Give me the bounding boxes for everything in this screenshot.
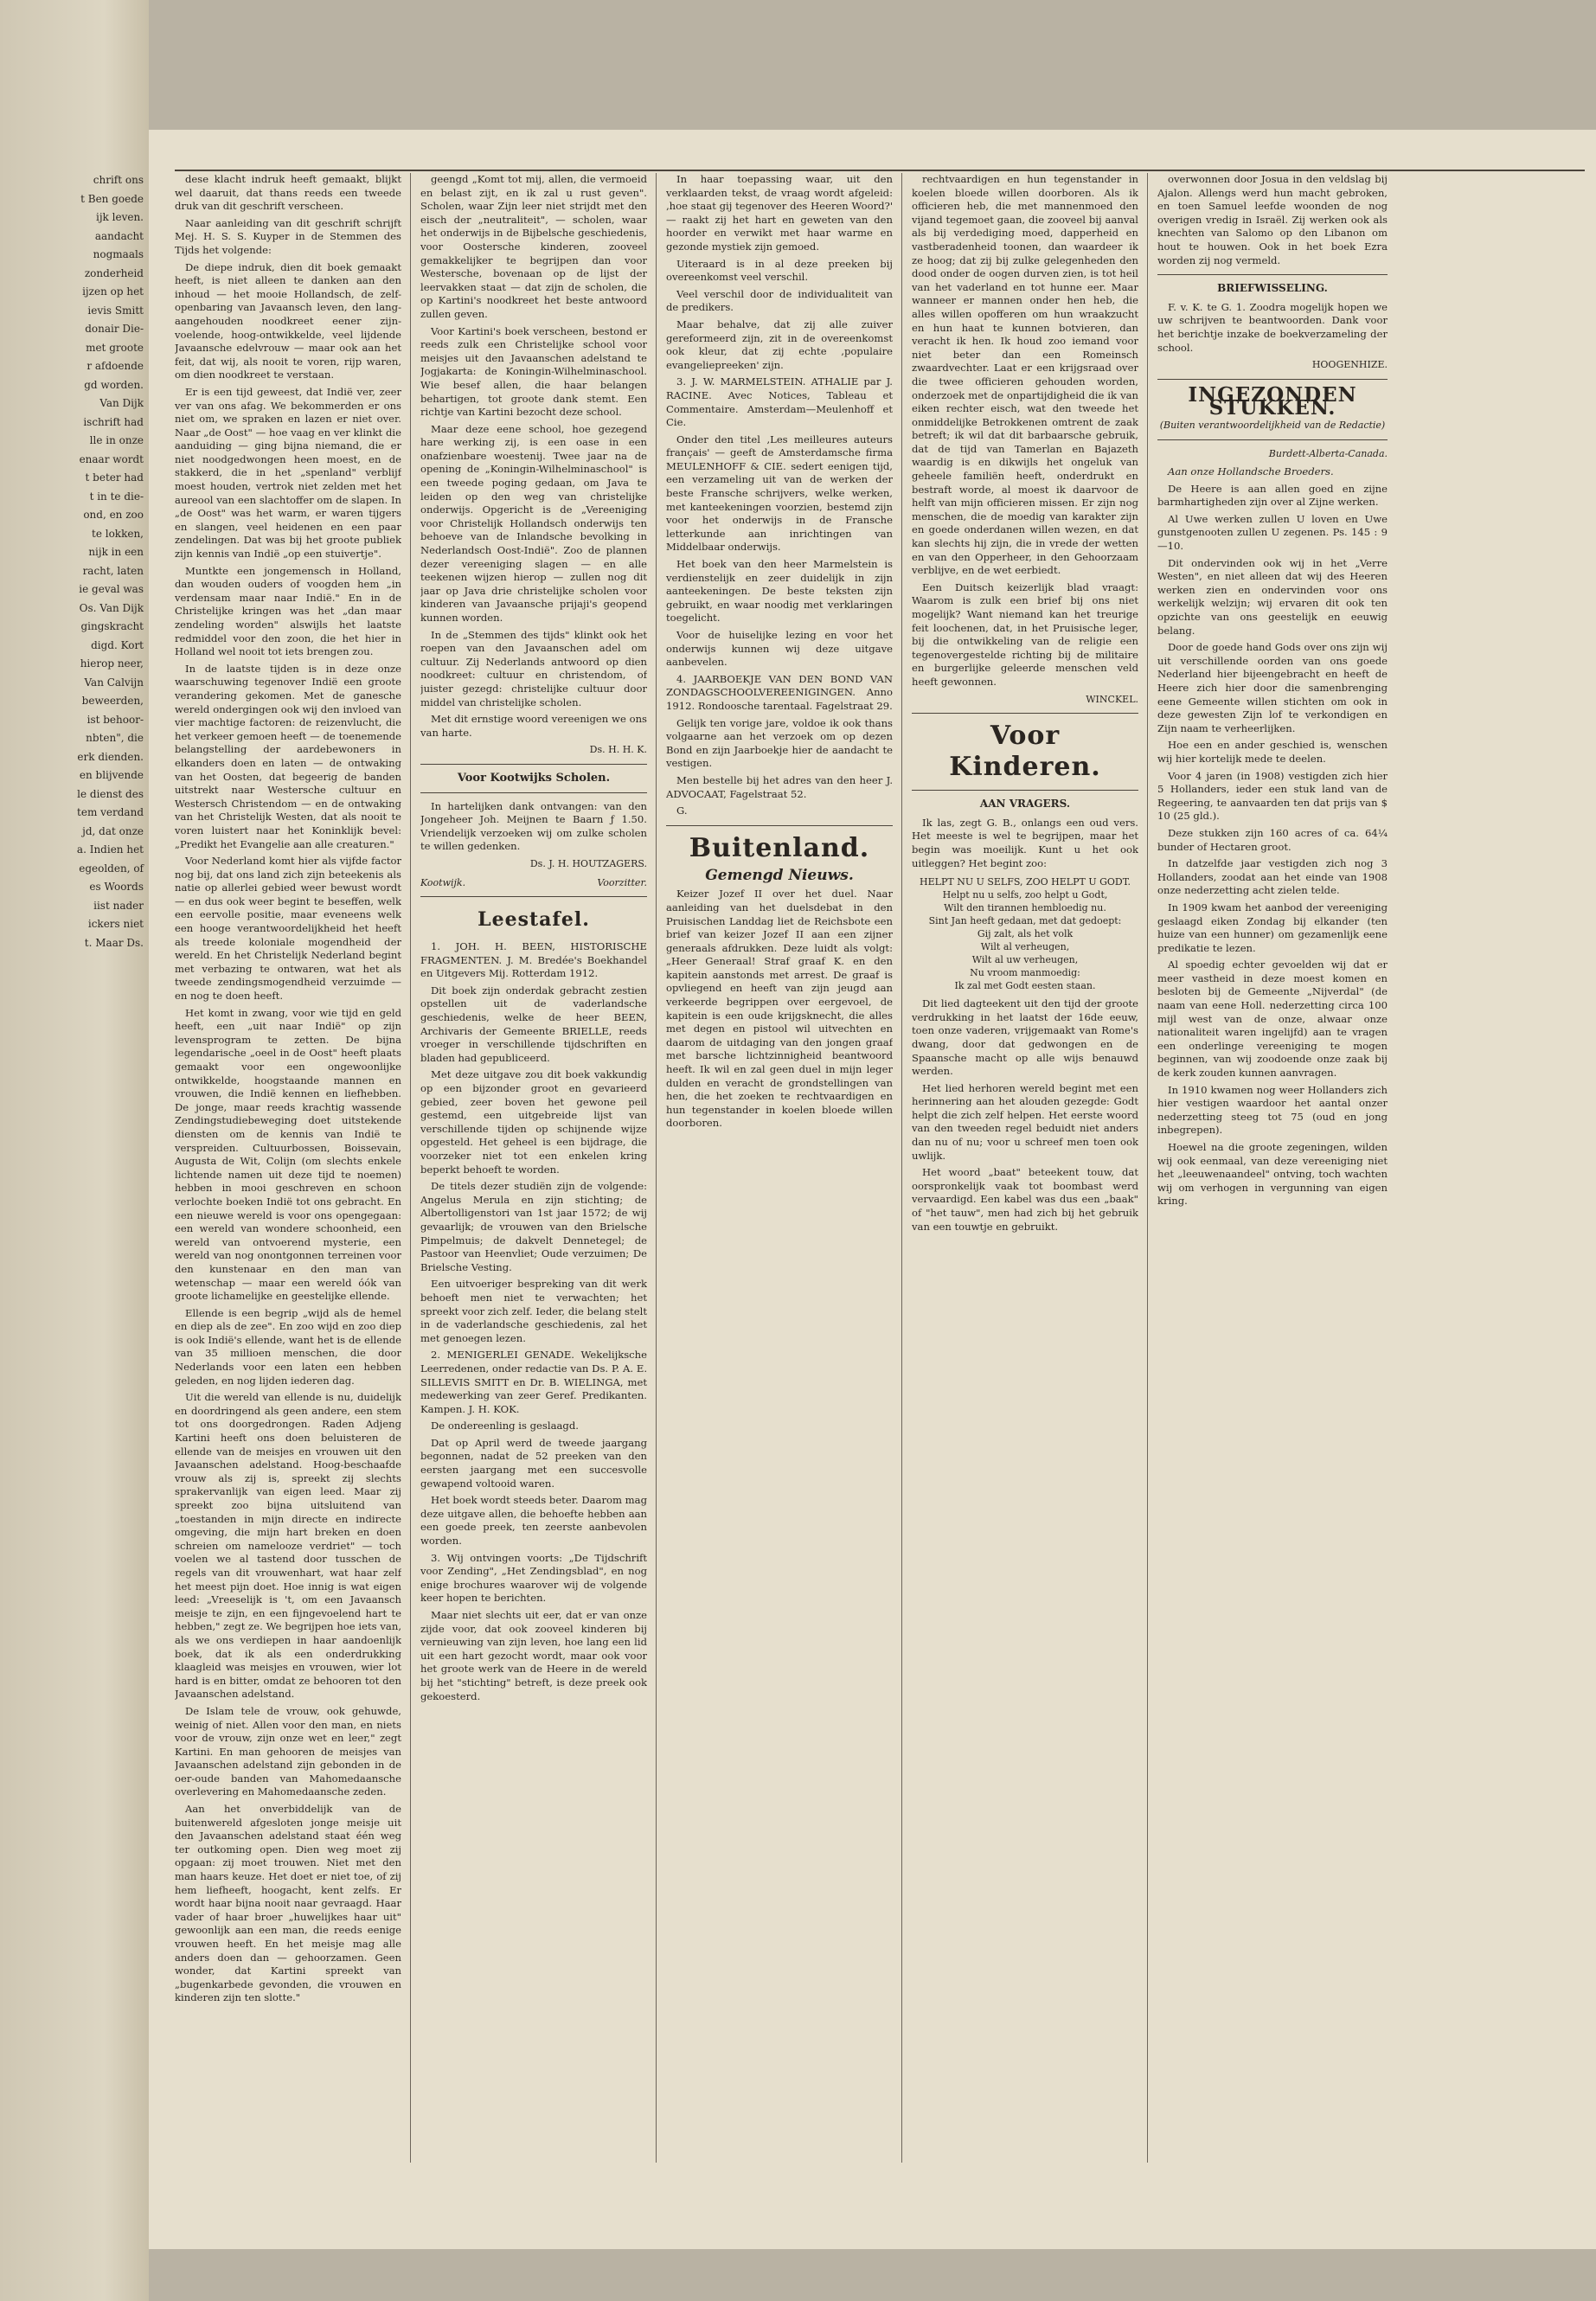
nieuws-paragraph: Een Duitsch keizerlijk blad vraagt: Waarom is zulk een brief bij ons niet mogelijk? Want niemand kan het treurige feit loochenen, dat, in het Pruisische leger, bij die ontwikkeling van de religie een tegenovergestelde richting bij de militaire en burgerlijke geleerde menschen veld heeft gewonnen. — [912, 580, 1138, 688]
letter-paragraph: In 1909 kwam het aanbod der vereeniging geslaagd eiken Zondag bij elkander (ten huize van een hunner) om gezamenlijk eene predikatie te lezen. — [1157, 901, 1388, 954]
previous-page-fragment: gingskracht — [80, 620, 144, 632]
article-paragraph: Uit die wereld van ellende is nu, duidelijk en doordringend als geen andere, een stem tot ons doorgedrongen. Raden Adjeng Kartini heeft ons doen beluisteren de ellende van de meisjes en vrouwen uit den Javaanschen adelstand. Hoog-beschaafde vrouw als zij is, spreekt zij slechts sprakervanlijk van eigen leed. Maar zij spreekt zoo bijna uitsluitend van „toestanden in mijn directe en indirecte omgeving, die mijn hart breken en doen schreien om namelooze verdriet" — toch voelen we al tastend door tusschen de regels van dit vrouwenhart, wat haar zelf het meest pijn doet. Hoe innig is wat eigen leed: „Vreeselijk is 't, om een Javaansch meisje te zijn, en een fijngevoelend hart te hebben," zegt ze. We begrijpen hoe iets van, als we ons verdiepen in haar aandoenlijk boek, dat ik als een onderdrukking klaagleid was meisjes en vrouwen, wier lot hard is en bitter, omdat ze behooren tot den Javaanschen adelstand. — [175, 1391, 401, 1701]
review-paragraph: Uiteraard is in al deze preeken bij overeenkomst veel verschil. — [666, 257, 893, 284]
article-paragraph: Voor Nederland komt hier als vijfde factor nog bij, dat ons land zich zijn beteekenis als natie op allerlei gebied weer bewust wordt — en dus ook weer begint te beseffen, welk een eervolle positie, maar eveneens welk een hooge verantwoordelijkheid het heeft als treede koloniale mogendheid der wereld. En het Christelijk Nederland begint met verbazing te ontwaren, wat het als tweede zendingsmogendheid verzuimde — en nog te doen heeft. — [175, 855, 401, 1003]
review-paragraph: Maar behalve, dat zij alle zuiver gereformeerd zijn, zit in de overeenkomst ook kleur, dat zij echte ‚populaire evangeliepreeken' zijn. — [666, 317, 893, 371]
previous-page-fragment: en blijvende — [79, 769, 144, 781]
letter-salutation: Aan onze Hollandsche Broeders. — [1168, 465, 1334, 478]
letter-paragraph: Dit ondervinden ook wij in het „Verre Westen", en niet alleen dat wij des Heeren werken zien en ondervinden voor ons werkelijk welzijn; wij ervaren dit ook ten opzichte van ons geestelijk en eeuwig belang. — [1157, 556, 1388, 637]
voor-kinderen-heading: Voor Kinderen. — [949, 721, 1101, 783]
leestafel-paragraph: De titels dezer studiën zijn de volgende: Angelus Merula en zijn stichting; de Albertolligenstori van 1st jaar 1572; de wij gevaarlijk; de vrouwen van den Brielsche Pimpelmuis; de dakvelt Dennetegel; de Pastoor van Heenvliet; Oude verzuimen; De Brielsche Vesting. — [420, 1180, 647, 1273]
column-2 — [420, 173, 647, 2163]
col1-intro2: Naar aanleiding van dit geschrift schrijft Mej. H. S. S. Kuyper in de Stemmen des Tijds het volgende: — [175, 216, 401, 256]
previous-page-fragment: ie geval was — [79, 583, 144, 595]
letter-paragraph: Deze stukken zijn 160 acres of ca. 64¼ bunder of Hectaren groot. — [1157, 826, 1388, 853]
aan-vragers-heading: AAN VRAGERS. — [979, 798, 1071, 811]
previous-page-strip — [0, 0, 149, 2301]
letter-paragraph: Al spoedig echter gevoelden wij dat er meer vastheid in deze moest komen en besloten bij de Gemeente „Nijverdal" (de naam van eene Holl. nederzetting circa 100 mijl west van de onze, alwaar onze nationaliteit waren ingelijfd) aan te vragen een onderlinge vereeniging te mogen beginnen, van wij zoodoende onze zaak bij de kerk zouden kunnen aanvragen. — [1157, 958, 1388, 1080]
previous-page-fragment: t Ben goede — [80, 192, 144, 205]
nieuws-paragraph: rechtvaardigen en hun tegenstander in koelen bloede willen doorboren. Als ik officieren heb, die met mannenmoed den vijand tegemoet gaan, die zooveel bij aanval als bij verdediging moed, dapperheid en vastberadenheid toonen, dan waardeer ik ze hoog; dat zij bij zulke gelegenheden den dood onder de oogen durven zien, is tot heil van het vaderland en tot hunne eer. Maar wanneer er mannen onder hen heb, die alles willen opofferen om hun wraakzucht en hun haat te kunnen botvieren, dan veracht ik hen. Ik houd zoo iemand voor niet beter dan een Romeinsch zwaardvechter. Laat er een krijgsraad over die twee officieren gehouden worden, onderzoek met de onpartijdigheid die ik van eiken rechter eisch, wat den tweede het onmiddelijke Betrokkenen omtrent de zaak betreft; ik wil dat dit barbaarsche gebruik, dat de tijd van Tamerlan en Bajazeth waardig is en dikwijls het ongeluk van geheele familiën heeft, onderdrukt en bestraft worde, al moest ik daarvoor de helft van mijn officieren missen. Er zijn nog menschen, die de moedig van karakter zijn en goede onderdanen willen wezen, en dat kan slechts hij zijn, die in vrede der wetten en van den Opperheer, in den Gehoorzaam verblijve, en de wet eerbiedt. — [912, 173, 1138, 577]
previous-page-fragment: Os. Van Dijk — [79, 601, 144, 614]
review-paragraph: Men bestelle bij het adres van den heer J. ADVOCAAT, Fagelstraat 52. — [666, 773, 893, 800]
article-paragraph: Het komt in zwang, voor wie tijd en geld heeft, een „uit naar Indië" op zijn levensprogram te zetten. De bijna legendarische „oeel in de Oost" heeft plaats gemaakt voor een ongewoonlijke ontwikkelde, hoogstaande mannen en vrouwen, die Indië kennen en liefhebben. De jonge, maar reeds krachtig wassende Zendingstudiebeweging doet uitstekende diensten om de kennis van Indië te verspreiden. Cultuurbossen, Boissevain, Augusta de Wit, Colijn (om slechts enkele lichtende namen uit deze tijd te noemen) hebben in mooi geschreven en schoon verlochte boeken Indië tot ons gebracht. En een nieuwe wereld is voor ons opengegaan: een wereld van wondere schoonheid, een wereld van ontvoerend mysterie, een wereld van nog onontgonnen terreinen voor den kunstenaar en den man van wetenschap — maar een wereld óók van groote lichamelijke en geestelijke ellende. — [175, 1006, 401, 1303]
letter-paragraph: De Heere is aan allen goed en zijne barmhartigheden zijn over al Zijne werken. — [1157, 482, 1388, 509]
separator — [420, 764, 647, 765]
col1-intro: dese klacht indruk heeft gemaakt, blijkt wel daaruit, dat thans reeds een tweede druk van dit geschrift verscheen. — [175, 173, 401, 213]
article-paragraph: In de „Stemmen des tijds" klinkt ook het roepen van den Javaanschen adel om cultuur. Zij Nederlands antwoord op dien noodkreet: cultuur en christendom, of juister gezegd: christelijke cultuur door middel van christelijke scholen. — [420, 628, 647, 708]
column-divider-2 — [656, 173, 657, 2163]
article-paragraph: De Islam tele de vrouw, ook gehuwde, weinig of niet. Allen voor den man, en niets voor de vrouw, zijn onze wet en leer," zegt Kartini. En man gehooren de meisjes van Javaanschen adelstand zijn gebonden in de oer-oude banden van Mahomedaansche overlevering en Mahomedaansche zeden. — [175, 1704, 401, 1798]
previous-page-fragment: a. Indien het — [76, 843, 144, 856]
vragers-text: Ik las, zegt G. B., onlangs een oud vers. Het meeste is wel te begrijpen, maar het begin was moeilijk. Kunt u het ook uitleggen? Het begint zoo: — [912, 816, 1138, 869]
previous-page-fragment: ijzen op het — [82, 285, 144, 298]
separator — [420, 896, 647, 897]
column-divider-4 — [1147, 173, 1148, 2163]
review-paragraph: In haar toepassing waar, uit den verklaarden tekst, de vraag wordt afgeleid: ‚hoe staat gij tegenover des Heeren Woord?' — raakt zij het hart en geweten van den hoorder en verwikt met haar warme en gezonde mystiek zijn gemoed. — [666, 173, 893, 253]
column-divider-1 — [410, 173, 411, 2163]
previous-page-fragment: lle in onze — [89, 434, 144, 446]
previous-page-fragment: tem verdand — [77, 806, 144, 818]
review-paragraph: Voor de huiselijke lezing en voor het onderwijs kunnen wij deze uitgave aanbevelen. — [666, 629, 893, 669]
kinderen-paragraph: Het woord „baat" beteekent touw, dat oorspronkelijk vaak tot boombast werd vervaardigd. Een kabel was dus een „baak" of "het tauw", men had zich bij het gebruik van een touwtje en gebruikt. — [912, 1166, 1138, 1233]
column-divider-3 — [901, 173, 902, 2163]
separator — [1157, 274, 1388, 275]
previous-page-fragment: egeolden, of — [79, 862, 144, 875]
previous-page-fragment: ijk leven. — [95, 211, 144, 223]
review-paragraph: Gelijk ten vorige jare, voldoe ik ook thans volgaarne aan het verzoek om op dezen Bond en zijn Jaarboekje hier de aandacht te vestigen. — [666, 716, 893, 770]
letter-paragraph: In datzelfde jaar vestigden zich nog 3 Hollanders, zoodat aan het einde van 1908 onze nederzetting acht zielen telde. — [1157, 857, 1388, 897]
previous-page-fragment: racht, laten — [82, 564, 144, 577]
review-paragraph: Het boek van den heer Marmelstein is verdienstelijk en zeer duidelijk in zijn aanteekeningen. De beste teksten zijn gebruikt, en waar noodig met verklaringen toegelicht. — [666, 558, 893, 625]
leestafel-paragraph: Dat op April werd de tweede jaargang begonnen, nadat de 52 preeken van den eersten jaargang met een succesvolle gewapend voltooid waren. — [420, 1436, 647, 1490]
separator — [912, 790, 1138, 791]
review-paragraph: G. — [676, 804, 688, 817]
article-paragraph: Ellende is een begrip „wijd als de hemel en diep als de zee". En zoo wijd en zoo diep is ook Indië's ellende, want het is de ellende van 35 millioen menschen, die door Nederlands voor een laten een hebben geleden, en nog lijden iederen dag. — [175, 1306, 401, 1387]
scholen-signature: Ds. J. H. HOUTZAGERS. — [529, 857, 647, 869]
ingezonden-subtitle: (Buiten verantwoordelijkheid van de Redactie) — [1159, 419, 1386, 431]
nieuws-paragraph: Keizer Jozef II over het duel. Naar aanleiding van het duelsdebat in den Pruisischen Landdag liet de Reichsbote een brief van keizer Jozef II aan een zijner generaals afdrukken. Deze luidt als volgt: „Heer Generaal! Straf graaf K. en den kapitein aanstonds met arrest. De graaf is opvliegend en heeft van zijn jeugd aan verkeerde begrippen over eergevoel, de kapitein is een oude krijgsknecht, die alles met degen en pistool wil uitvechten en daarom de uitdaging van den jongen graaf met barsche lichtzinnigheid beantwoord heeft. Ik wil en zal geen duel in mijn leger dulden en veracht de grondstellingen van hen, die het zoeken te rechtvaardigen en hun tegenstander in koelen bloede willen doorboren. — [666, 888, 893, 1130]
col2-signature: Ds. H. H. K. — [589, 744, 647, 756]
leestafel-paragraph: Het boek wordt steeds beter. Daarom mag deze uitgave allen, die behoefte hebben aan een goede preek, ten zeerste aanbevolen worden. — [420, 1494, 647, 1548]
previous-page-fragment: ond, en zoo — [83, 509, 144, 521]
previous-page-fragment: t. Maar Ds. — [84, 936, 144, 949]
article-paragraph: geengd „Komt tot mij, allen, die vermoeid en belast zijt, en ik zal u rust geven". Scholen, waar Zijn leer niet strijdt met den eisch der „neutraliteit", — scholen, waar het onderwijs in de Bijbelsche geschiedenis, voor Oostersche kinderen, zooveel gemakkelijker te begrijpen dan voor Westersche, bovenaan op de lijst der leervakken staat — dat zijn de scholen, die op Kartini's noodkreet het beste antwoord zullen geven. — [420, 173, 647, 320]
previous-page-fragment: jd, dat onze — [82, 824, 144, 837]
letter-paragraph: Hoewel na die groote zegeningen, wilden wij ook eenmaal, van deze vereeniging niet het „leeuwenaandeel" ontving, toch wachten wij om verhogen in vergunning van eigen kring. — [1157, 1141, 1388, 1208]
article-paragraph: Muntkte een jongemensch in Holland, dan wouden ouders of voogden hem „in verdensam maar naar Indië." En in de Christelijke kringen was het „dan maar zendeling worden" alswijls het laatste redmiddel voor den zoon, die het hier in Holland wel nooit tot iets brengen zou. — [175, 564, 401, 658]
leestafel-heading: Leestafel. — [478, 908, 590, 932]
briefwisseling-signature: HOOGENHIZE. — [1311, 359, 1388, 371]
previous-page-fragment: erk dienden. — [77, 750, 144, 763]
previous-page-fragment: r afdoende — [87, 360, 144, 372]
letter-place: Burdett-Alberta-Canada. — [1268, 447, 1388, 459]
letter-paragraph: Voor 4 jaren (in 1908) vestigden zich hier 5 Hollanders, ieder een stuk land van de Regeering, te aanvaarden ten dat prijs van $ 10 (25 gld.). — [1157, 769, 1388, 823]
leestafel-paragraph: Met deze uitgave zou dit boek vakkundig op een bijzonder groot en gevarieerd gebied, zeer boven het gewone peil gestemd, een uitgebreide lijst van verschillende tijden op schijnende wijze opgesteld. Het geheel is een bijdrage, die voorzeker niet tot een enkelen kring beperkt behoeft te worden. — [420, 1068, 647, 1176]
separator — [912, 713, 1138, 714]
kinderen-paragraph: Dit lied dagteekent uit den tijd der groote verdrukking in het laatst der 16de eeuw, toen onze vaderen, vrijgemaakt van Rome's dwang, door dat gedwongen en de Spaansche macht op alle wijs benauwd werden. — [912, 997, 1138, 1078]
leestafel-paragraph: Een uitvoeriger bespreking van dit werk behoeft men niet te verwachten; het spreekt voor zich zelf. Ieder, die belang stelt in de vaderlandsche geschiedenis, zal het met genoegen lezen. — [420, 1278, 647, 1344]
previous-page-fragment: hierop neer, — [80, 657, 144, 670]
poem: HELPT NU U SELFS, ZOO HELPT U GODT. Helpt nu u selfs, zoo helpt u Godt, Wilt den tirannen hembloedig nu. Sint Jan heeft gedaan, met dat gedoept: Gij zalt, als het volk Wilt al verheugen, Wilt al uw verheugen, Nu vroom manmoedig: Ik zal met Godt eesten staan. — [920, 876, 1131, 992]
leestafel-paragraph: Dit boek zijn onderdak gebracht zestien opstellen uit de vaderlandsche geschiedenis, welke de heer BEEN, Archivaris der Gemeente BRIELLE, reeds vroeger in verschillende tijdschriften en bladen had gepubliceerd. — [420, 984, 647, 1064]
article-paragraph: Aan het onverbiddelijk van de buitenwereld afgesloten jonge meisje uit den Javaanschen adelstand staat één weg ter outkoming open. Dien weg moet zij opgaan: zij moet trouwen. Niet met den man haars keuze. Het doet er niet toe, of zij hem liefheeft, hoogacht, kent zelfs. Er wordt haar bijna nooit naar gevraagd. Haar vader of haar broer „huwelijkes haar uit" gewoonlijk aan een man, die reeds eenige vrouwen heeft. En het meisje mag alle anders doen dan — gehoorzamen. Geen wonder, dat Kartini spreekt van „bugenkarbede gevonden, die vrouwen en kinderen zijn ten slotte." — [175, 1803, 401, 2004]
ingezonden-stukken-heading: INGEZONDEN STUKKEN. — [1188, 382, 1357, 420]
previous-page-fragment: donair Die- — [85, 323, 144, 335]
review-paragraph: Veel verschil door de individualiteit van de predikers. — [666, 287, 893, 314]
previous-page-fragment: t in te die- — [89, 490, 144, 503]
previous-page-fragment: iist nader — [93, 899, 144, 912]
briefwisseling-text: F. v. K. te G. 1. Zoodra mogelijk hopen we uw schrijven te beantwoorden. Dank voor het berichtje inzake de boekverzameling der school. — [1157, 300, 1388, 354]
previous-page-fragment: met groote — [86, 341, 144, 354]
kinderen-paragraph: Het lied herhoren wereld begint met een herinnering aan het alouden gezegde: Godt helpt die zich zelf helpen. Het eerste woord van den tweeden regel beduidt niet anders dan nu of nu; voor u schreef men toen ook uwlijk. — [912, 1081, 1138, 1162]
previous-page-fragment: gd worden. — [84, 378, 144, 391]
previous-page-fragment: nijk in een — [88, 546, 144, 558]
separator — [1157, 379, 1388, 380]
briefwisseling-heading: BRIEFWISSELING. — [1217, 282, 1328, 295]
leestafel-paragraph: 1. JOH. H. BEEN, HISTORISCHE FRAGMENTEN. J. M. Bredée's Boekhandel en Uitgevers Mij. Rotterdam 1912. — [420, 940, 647, 980]
col4-signature: WINCKEL. — [1086, 693, 1138, 705]
previous-page-fragment: ievis Smitt — [87, 304, 144, 317]
separator — [666, 825, 893, 826]
letter-paragraph: In 1910 kwamen nog weer Hollanders zich hier vestigen waardoor het aantal onzer nederzetting steeg tot 75 (oud en jong inbegrepen). — [1157, 1083, 1388, 1137]
article-paragraph: Met dit ernstige woord vereenigen we ons van harte. — [420, 713, 647, 739]
previous-page-fragment: es Woords — [89, 881, 144, 893]
column-3 — [666, 173, 893, 2163]
previous-page-fragment: ischrift had — [83, 415, 144, 428]
article-paragraph: In de laatste tijden is in deze onze waarschuwing tegenover Indië een groote verandering gekomen. Met de ganesche wereld ondergingen ook wij den invloed van vier machtige factoren: de reizenvlucht, die het verkeer gemoen heeft — de toenemende belangstelling der aardebewoners in elkanders doen en laten — de ontwaking van het Oosten, dat begeerig de banden uitstrekt naar Westersche cultuur en Westersch Christendom — en de ontwaking van het Christelijk Westen, dat als nooit te voren luistert naar het Koninklijk bevel: „Predikt het Evangelie aan alle creaturen." — [175, 662, 401, 850]
letter-paragraph: Door de goede hand Gods over ons zijn wij uit verschillende oorden van ons goede Nederland hier bijeengebracht en heeft de Heere zich hier door die samenbrenging eene Gemeente willen stichten om ook in deze gewesten Zijn lof te verkondigen en Zijn naam te verheerlijken. — [1157, 641, 1388, 734]
separator — [1157, 439, 1388, 440]
article-paragraph: Maar deze eene school, hoe gezegend hare werking zij, is een oase in een onafzienbare woestenij. Twee jaar na de opening de „Koningin-Wilhelminaschool" is een tweede poging gedaan, om Java te leiden op den weg van christelijke onderwijs. Opgericht is de „Vereeniging voor Christelijk Hollandsch onderwijs ten behoeve van de Inlandsche bevolking in Nederlandsch Oost-Indië". Zoo de plannen dezer vereeniging slagen — en alle teekenen wijzen hierop — zullen nog dit jaar op Java drie christelijke scholen voor kinderen van Javaansche prijaji's geopend kunnen worden. — [420, 422, 647, 624]
previous-page-fragment: le dienst des — [77, 787, 144, 800]
separator — [420, 792, 647, 793]
column-1 — [175, 173, 401, 2163]
previous-page-fragment: beweerden, — [81, 695, 144, 707]
previous-page-fragment: ist behoor- — [87, 713, 144, 726]
previous-page-fragment: t beter had — [85, 471, 144, 484]
letter-paragraph: Al Uwe werken zullen U loven en Uwe gunstgenooten zullen U zegenen. Ps. 145 : 9—10. — [1157, 512, 1388, 553]
leestafel-paragraph: 3. Wij ontvingen voorts: „De Tijdschrift voor Zending", „Het Zendingsblad", en nog enige brochures waarover wij de volgende keer hopen te berichten. — [420, 1551, 647, 1605]
gemengd-nieuws-heading: Gemengd Nieuws. — [705, 866, 854, 884]
previous-page-fragment: te lokken, — [92, 527, 144, 540]
previous-page-fragment: aandacht — [94, 229, 144, 242]
newspaper-page — [149, 130, 1596, 2249]
scholen-heading: Voor Kootwijks Scholen. — [457, 771, 611, 785]
scholen-place: Kootwijk. — [420, 876, 466, 888]
leestafel-paragraph: De ondereenling is geslaagd. — [431, 1420, 579, 1433]
previous-page-fragment: ickers niet — [87, 918, 144, 930]
previous-page-fragment: nogmaals — [93, 248, 144, 260]
buitenland-heading: Buitenland. — [689, 832, 870, 863]
previous-page-fragment: nbten", die — [86, 732, 144, 744]
kinderen-paragraph: overwonnen door Josua in den veldslag bij Ajalon. Allengs werd hun macht gebroken, en toen Samuel leefde woonden de nog overigen vredig in Israël. Zij werken ook als knechten van Salomo op den Libanon om hout te houwen. Ook in het boek Ezra worden zij nog vermeld. — [1157, 173, 1388, 266]
scholen-role: Voorzitter. — [597, 876, 647, 888]
letter-paragraph: Hoe een en ander geschied is, wenschen wij hier kortelijk mede te deelen. — [1157, 739, 1388, 765]
previous-page-fragment: chrift ons — [93, 174, 144, 186]
leestafel-paragraph: 2. MENIGERLEI GENADE. Wekelijksche Leerredenen, onder redactie van Ds. P. A. E. SILLEVIS SMITT en Dr. B. WIELINGA, met medewerking van zeer Geref. Predikanten. Kampen. J. H. KOK. — [420, 1349, 647, 1415]
leestafel-paragraph: Maar niet slechts uit eer, dat er van onze zijde voor, dat ook zooveel kinderen bij vernieuwing van zijn leven, hoe lang een lid uit een hart gezocht wordt, maar ook voor het groote werk van de Heere in de wereld bij het "stichting" betreft, is deze preek ook gekoesterd. — [420, 1609, 647, 1702]
previous-page-fragment: enaar wordt — [79, 452, 144, 465]
review-paragraph: Onder den titel ‚Les meilleures auteurs français' — geeft de Amsterdamsche firma MEULENHOFF & CIE. sedert eenigen tijd, een verzameling uit van de werken der beste Fransche schrijvers, welke werken, met kanteekeningen voorzien, bestemd zijn voor het onderwijs in de Fransche letterkunde aan inrichtingen van Middelbaar onderwijs. — [666, 433, 893, 554]
column-4 — [912, 173, 1138, 2163]
article-paragraph: Er is een tijd geweest, dat Indië ver, zeer ver van ons afag. We bekommerden er ons niet om, we spraken en lazen er niet over. Naar „de Oost" — hoe vaag en ver klinkt die aanduiding — ging bijna niemand, die er niet noodgedwongen heen moest, en de stakkerd, die in het „spenland" verblijf moest houden, vertrok niet zelden met het aureool van een slachtoffer om de slapen. In „de Oost" was het warm, er waren tijgers en slangen, veel heidenen en een paar zendelingen. Dat was bij het groote publiek zijn kennis van Indië „op een stuivertje". — [175, 385, 401, 561]
scholen-footer — [420, 876, 647, 890]
review-paragraph: 3. J. W. MARMELSTEIN. ATHALIE par J. RACINE. Avec Notices, Tableau et Commentaire. Amsterdam—Meulenhoff et Cie. — [666, 375, 893, 429]
article-paragraph: De diepe indruk, dien dit boek gemaakt heeft, is niet alleen te danken aan den inhoud — het mooie Hollandsch, de zelf-openbaring van Javaansch leven, den lang-aangehouden noodkreet eener zijn-voelende, hoog-ontwikkelde, veel lijdende Javaansche edelvrouw — maar ook aan het feit, dat wij, als nooit te voren, rijp waren, om dien noodkreet te verstaan. — [175, 260, 401, 381]
column-5 — [1157, 173, 1388, 2163]
article-paragraph: Voor Kartini's boek verscheen, bestond er reeds zulk een Christelijke school voor meisjes uit den Javaanschen adelstand te Jogjakarta: de Koningin-Wilhelminaschool. Wie besef allen, die haar belangen behartigen, tot groote dank stemt. Een richtje van Kartini bezocht deze school. — [420, 324, 647, 419]
scholen-text: In hartelijken dank ontvangen: van den Jongeheer Joh. Meijnen te Baarn ƒ 1.50. Vriendelijk verzoeken wij om zulke scholen te willen gedenken. — [420, 799, 647, 853]
review-paragraph: 4. JAARBOEKJE VAN DEN BOND VAN ZONDAGSCHOOLVEREENIGINGEN. Anno 1912. Rondoosche tarentaal. Fagelstraat 29. — [666, 672, 893, 712]
previous-page-fragment: zonderheid — [84, 266, 144, 279]
top-rule — [175, 170, 1585, 171]
previous-page-fragment: Van Dijk — [99, 397, 144, 409]
previous-page-fragment: Van Calvijn — [84, 676, 144, 689]
previous-page-fragment: digd. Kort — [91, 638, 144, 651]
